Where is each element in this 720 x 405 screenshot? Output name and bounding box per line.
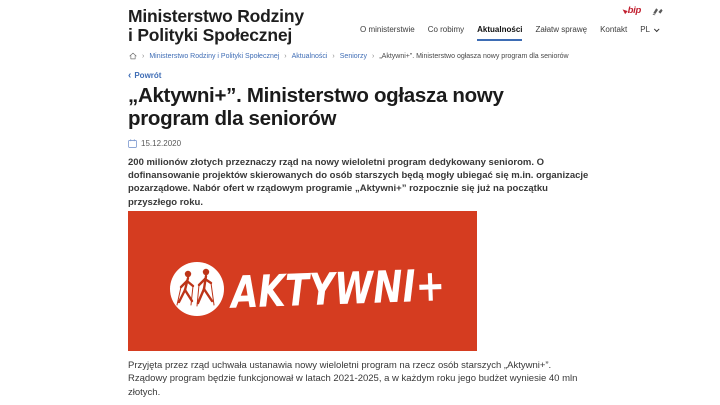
sign-language-icon[interactable]	[651, 5, 664, 16]
nav-item-zalatw-sprawe[interactable]: Załatw sprawę	[535, 25, 588, 34]
breadcrumb-separator: ›	[372, 52, 375, 60]
publish-date: 15.12.2020	[141, 139, 182, 148]
language-label: PL	[640, 25, 650, 34]
breadcrumb	[129, 52, 569, 60]
breadcrumb-separator: ›	[332, 52, 335, 60]
breadcrumb-current: „Aktywni+”. Ministerstwo ogłasza nowy program dla seniorów	[379, 52, 569, 60]
main-navigation	[360, 25, 658, 41]
publish-date-row	[128, 139, 181, 148]
banner-svg	[128, 211, 477, 351]
ministry-logo-line2: i Polityki Społecznej	[128, 25, 293, 45]
topbar-icons	[622, 5, 664, 16]
banner-circle	[170, 262, 224, 316]
page-title: „Aktywni+”. Ministerstwo ogłasza nowy program dla seniorów	[128, 84, 504, 130]
article-body: Przyjęta przez rząd uchwała ustanawia nowy wieloletni program na rzecz osób starszych „Aktywni+”. Rządowy program będzie funkcjonował w latach 2021-2025, a w każdym roku jego budżet wyniesie 40 mln złotych.	[128, 360, 578, 398]
breadcrumb-separator: ›	[142, 52, 145, 60]
back-link[interactable]	[128, 71, 161, 80]
nav-item-kontakt[interactable]: Kontakt	[600, 25, 628, 34]
bip-arrow-icon	[621, 7, 627, 13]
banner-logo-text: AKTYWNI+	[230, 258, 477, 319]
calendar-icon	[128, 139, 137, 148]
nav-item-co-robimy[interactable]: Co robimy	[427, 25, 465, 34]
language-selector[interactable]	[640, 25, 658, 41]
article-lead: 200 milionów złotych przeznaczy rząd na nowy wieloletni program dedykowany seniorom. O dofinansowanie projektów skierowanych do osób starszych będą mogły ubiegać się m.in. organizacje pozarządowe. Nabór ofert w rządowym programie „Aktywni+” rozpocznie się już na początku przyszłego roku.	[128, 157, 589, 208]
nav-item-aktualnosci[interactable]: Aktualności	[477, 25, 522, 41]
breadcrumb-link-ministry[interactable]: Ministerstwo Rodziny i Polityki Społecznej	[149, 52, 280, 60]
ministry-logo[interactable]	[128, 7, 304, 45]
chevron-down-icon	[654, 26, 660, 32]
aktywni-banner-image	[128, 211, 477, 351]
bip-link[interactable]	[622, 5, 641, 16]
bip-label: bip	[627, 5, 641, 16]
nav-item-o-ministerstwie[interactable]: O ministerstwie	[360, 25, 415, 34]
chevron-left-icon: ‹	[128, 69, 132, 81]
back-label: Powrót	[134, 71, 162, 80]
breadcrumb-link-seniorzy[interactable]: Seniorzy	[339, 52, 367, 60]
breadcrumb-link-aktualnosci[interactable]: Aktualności	[291, 52, 328, 60]
breadcrumb-separator: ›	[284, 52, 287, 60]
home-icon[interactable]	[129, 52, 137, 60]
ministry-logo-line1: Ministerstwo Rodziny	[128, 6, 304, 26]
